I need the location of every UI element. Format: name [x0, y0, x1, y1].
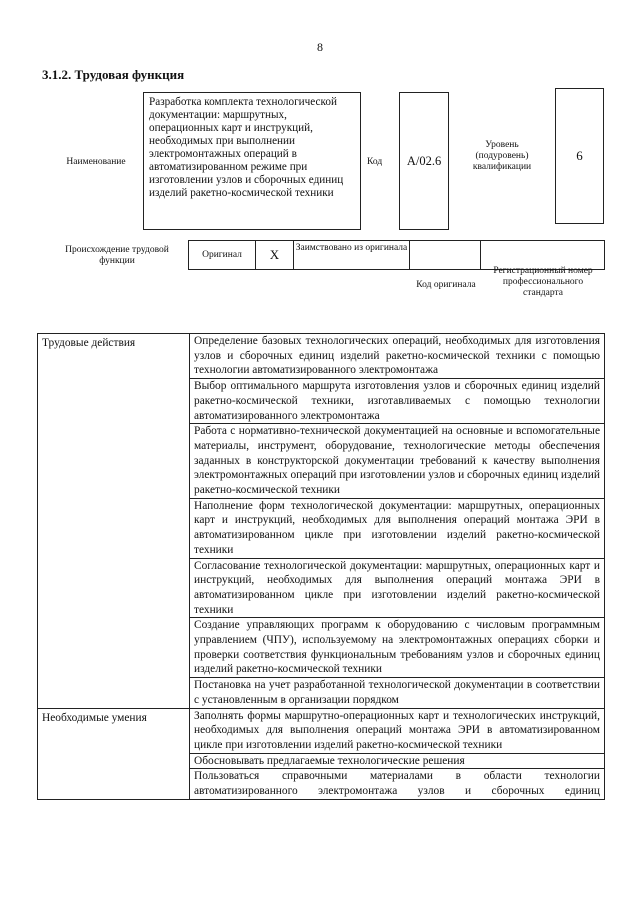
- action-item: Наполнение форм технологической документации: маршрутных, операционных карт и инструкций, необходимых для выполнения операций монтажа ЭРИ в автоматизированном цикле при изготовлении изделий ракетно-космической техники: [190, 498, 605, 558]
- table-row: [38, 334, 605, 379]
- reg-number-label: Регистрационный номер профессионального стандарта: [493, 266, 593, 298]
- table-row: [38, 708, 605, 753]
- action-item: Постановка на учет разработанной технологической документации в соответствии с установленным в организации порядком: [190, 678, 605, 708]
- section-title: 3.1.2. Трудовая функция: [42, 67, 185, 82]
- code-value: А/02.6: [399, 92, 449, 230]
- skills-header: Необходимые умения: [38, 708, 190, 799]
- borrowed-label: Заимствовано из оригинала: [294, 241, 410, 269]
- origin-label: Происхождение трудовой функции: [65, 245, 169, 266]
- actions-header: Трудовые действия: [38, 334, 190, 709]
- skill-item: Пользоваться справочными материалами в области технологии автоматизированного электромонтажа узлов и сборочных единиц: [190, 769, 605, 799]
- qualification-level-value: 6: [555, 88, 604, 224]
- reg-number-cell: [481, 241, 604, 269]
- skill-item: Заполнять формы маршрутно-операционных карт и технологических инструкций, необходимых для выполнения операций монтажа ЭРИ в автоматизированном цикле при изготовлении изделий ракетно-космической техники: [190, 708, 605, 753]
- action-item: Выбор оптимального маршрута изготовления узлов и сборочных единиц изделий ракетно-космической техники, изготавливаемых с помощью технологии автоматизированного электромонтажа: [190, 379, 605, 424]
- action-item: Работа с нормативно-технической документацией на основные и вспомогательные материалы, инструмент, оборудование, технологические методы обеспечения заданных в конструкторской документации требований к качеству выполнения электромонтажных операций при изготовлении узлов и сборочных единиц изделий ракетно-космической техники: [190, 424, 605, 499]
- code-original-label: Код оригинала: [416, 280, 476, 290]
- action-item: Согласование технологической документации: маршрутных, операционных карт и инструкций, необходимых для выполнения операций монтажа ЭРИ в автоматизированном цикле при изготовлении изделий ракетно-космической техники: [190, 558, 605, 618]
- skill-item: Обосновывать предлагаемые технологические решения: [190, 753, 605, 769]
- page-number: 8: [317, 40, 323, 54]
- function-name-value: Разработка комплекта технологической документации: маршрутных, операционных карт и инструкций, необходимых при выполнении электромонтажных операций в автоматизированном режиме при изготовлении узлов и сборочных единиц изделий ракетно-космической техники: [143, 92, 361, 230]
- action-item: Создание управляющих программ к оборудованию с числовым программным управлением (ЧПУ), используемому на электромонтажных операциях сборки и проверки соответствия функциональным требованиям узлов и сборочных единиц изделий ракетно-космической техники: [190, 618, 605, 678]
- code-original-cell: [410, 241, 481, 269]
- qualification-level-label: Уровень (подуровень) квалификации: [472, 140, 532, 172]
- original-mark: X: [256, 241, 294, 269]
- function-table: [37, 333, 605, 800]
- code-label: Код: [367, 157, 383, 167]
- original-label: Оригинал: [189, 241, 256, 269]
- action-item: Определение базовых технологических операций, необходимых для изготовления узлов и сборочных единиц изделий ракетно-космической техники с помощью технологии автоматизированного электромонтажа: [190, 334, 605, 379]
- name-label: Наименование: [66, 157, 126, 167]
